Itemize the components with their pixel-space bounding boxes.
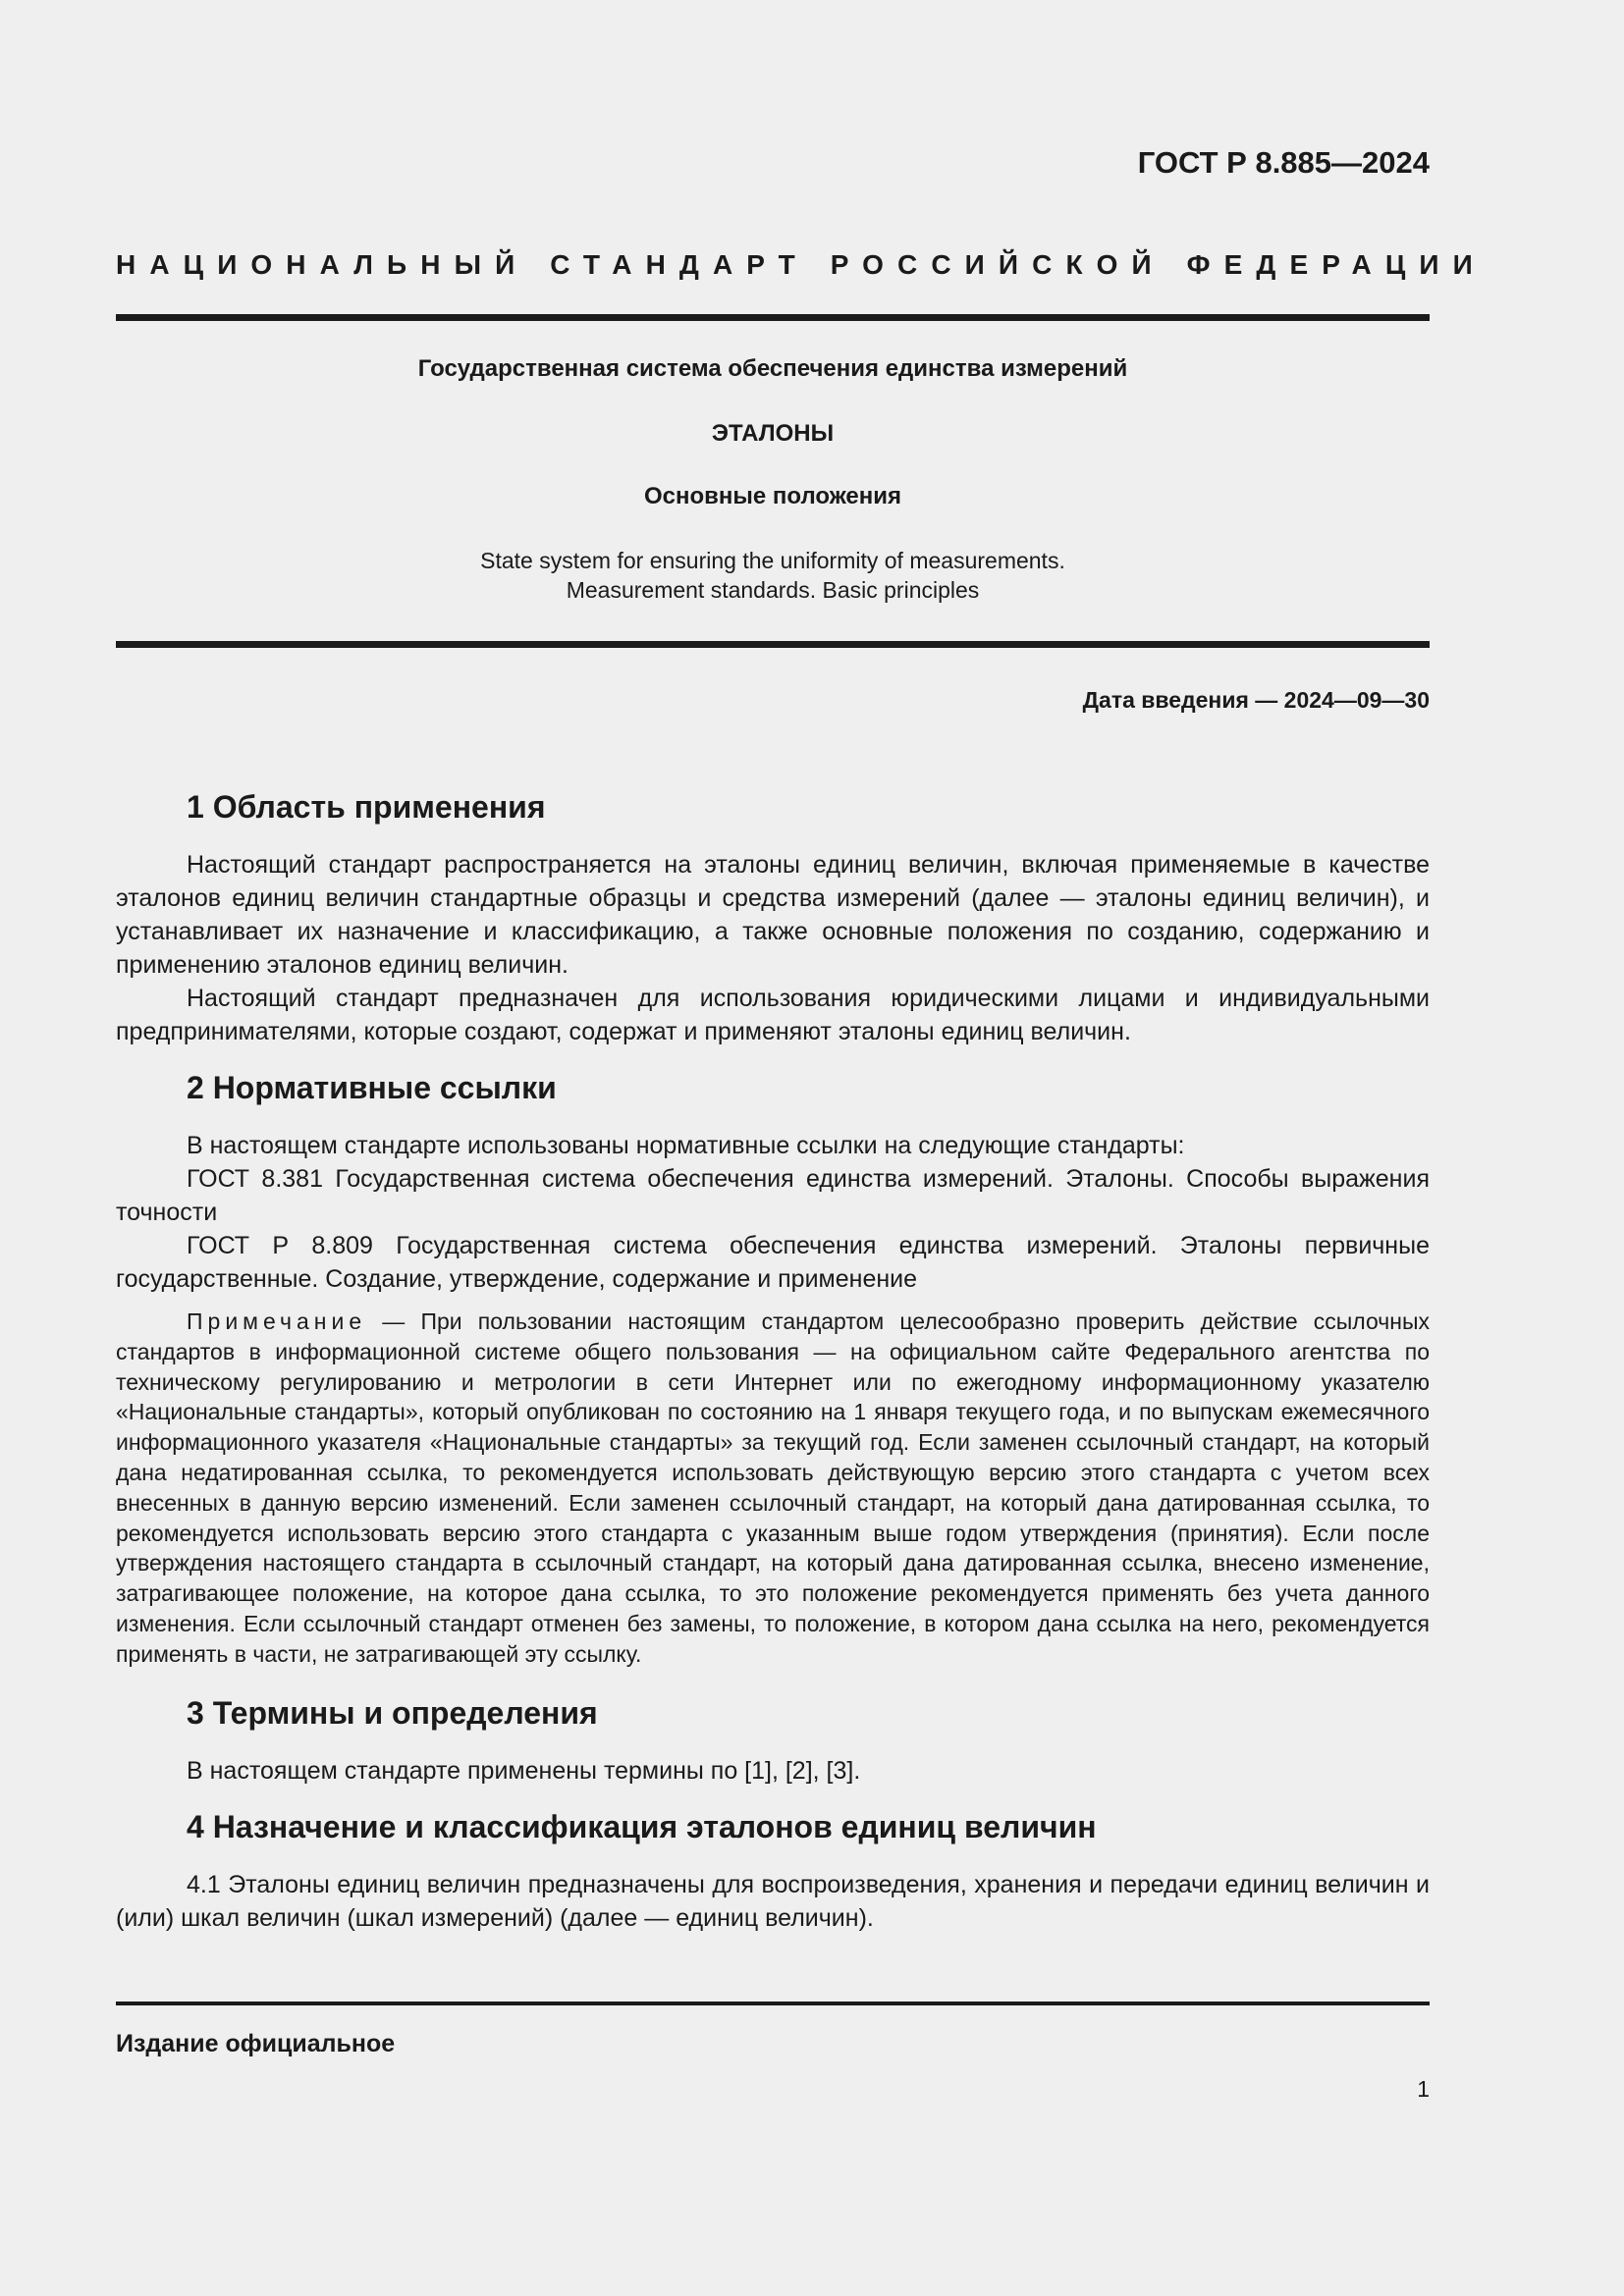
note-text: — При пользовании настоящим стандартом целесообразно проверить действие ссылочных стандартов в информационной системе общего пользования — на официальном сайте Федерального агентства по техническому регулированию и метрологии в сети Интернет или по ежегодному информационному указателю «Национальные стандарты», который опубликован по состоянию на 1 января текущего года, и по выпускам ежемесячного информационного указателя «Национальные стандарты» за текущий год. Если заменен ссылочный стандарт, на который дана недатированная ссылка, то рекомендуется использовать действующую версию этого стандарта с учетом всех внесенных в данную версию изменений. Если заменен ссылочный стандарт, на который дана датированная ссылка, то рекомендуется использовать версию этого стандарта с указанным выше годом утверждения (принятия). Если после утверждения настоящего стандарта в ссылочный стандарт, на который дана датированная ссылка, внесено изменение, затрагивающее положение, на которое дана ссылка, то это положение рекомендуется применять без учета данного изменения. Если ссылочный стандарт отменен без замены, то положение, в котором дана ссылка на него, рекомендуется применять в части, не затрагивающей эту ссылку. <box>116 1308 1430 1667</box>
introduction-date: Дата введения — 2024—09—30 <box>1082 687 1430 713</box>
document-subtitle: Основные положения <box>643 483 902 509</box>
section-heading-2: 2 Нормативные ссылки <box>187 1070 557 1105</box>
document-number: ГОСТ Р 8.885—2024 <box>1137 145 1430 180</box>
reference-gost-r-8-809: ГОСТ Р 8.809 Государственная система обеспечения единства измерений. Эталоны первичные государственные. Создание, утверждение, содержание и применение <box>116 1232 1430 1293</box>
footer-divider <box>116 2002 1430 2005</box>
english-title-line-1: State system for ensuring the uniformity of measurements. <box>480 548 1065 573</box>
note-label: Примечание <box>187 1308 367 1334</box>
paragraph-4-1: 4.1 Эталоны единиц величин предназначены для воспроизведения, хранения и передачи единиц величин и (или) шкал величин (шкал измерений) (далее — единиц величин). <box>116 1870 1430 1932</box>
page-number: 1 <box>1417 2076 1430 2102</box>
paragraph-scope: Настоящий стандарт распространяется на эталоны единиц величин, включая применяемые в качестве эталонов единиц величин стандартные образцы и средства измерений (далее — эталоны единиц величин), и устанавливает их назначение и классификацию, а также основные положения по созданию, содержанию и применению эталонов единиц величин. <box>116 851 1430 979</box>
system-title: Государственная система обеспечения единства измерений <box>417 355 1128 382</box>
reference-gost-8-381: ГОСТ 8.381 Государственная система обеспечения единства измерений. Эталоны. Способы выражения точности <box>116 1165 1430 1226</box>
section-heading-3: 3 Термины и определения <box>187 1694 598 1731</box>
official-edition-label: Издание официальное <box>116 2030 396 2057</box>
english-title <box>116 546 1430 605</box>
references-note <box>116 1307 1430 1670</box>
national-standard-banner: НАЦИОНАЛЬНЫЙ СТАНДАРТ РОССИЙСКОЙ ФЕДЕРАЦИИ <box>116 249 1487 280</box>
english-title-line-2: Measurement standards. Basic principles <box>566 577 980 603</box>
main-body <box>116 787 1430 1935</box>
section-heading-4: 4 Назначение и классификация эталонов единиц величин <box>187 1808 1097 1844</box>
title-divider <box>116 641 1430 648</box>
document-title: ЭТАЛОНЫ <box>711 420 835 447</box>
paragraph-references-intro: В настоящем стандарте использованы нормативные ссылки на следующие стандарты: <box>187 1132 1185 1159</box>
paragraph-terms: В настоящем стандарте применены термины по [1], [2], [3]. <box>187 1756 861 1785</box>
paragraph-scope-users: Настоящий стандарт предназначен для использования юридическими лицами и индивидуальными предпринимателями, которые создают, содержат и применяют эталоны единиц величин. <box>116 985 1430 1045</box>
header-divider <box>116 314 1430 321</box>
section-heading-1: 1 Область применения <box>187 789 546 825</box>
